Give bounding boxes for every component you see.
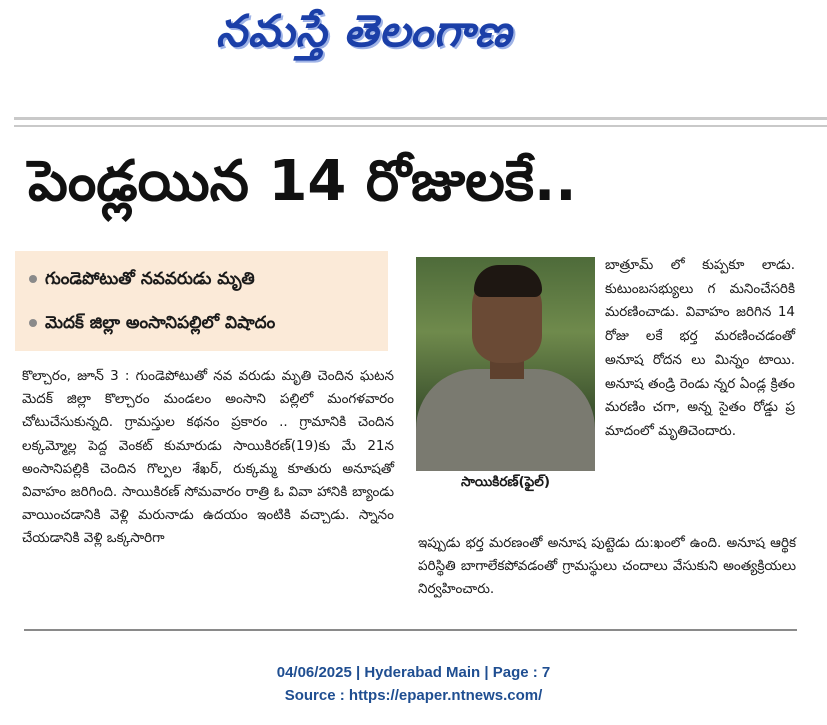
- body-paragraph: ఇప్పుడు భర్త మరణంతో అనూష పుట్టెడు దు:ఖంలో ఉంది. అనూష ఆర్థిక పరిస్థితి బాగాలేకపోవడంతో గ్రామస్థులు చందాలు వేసుకుని అంత్యక్రియలు నిర్వహించారు.: [418, 535, 796, 598]
- highlight-text: మెదక్‌ జిల్లా అంసానిపల్లిలో విషాదం: [45, 313, 276, 333]
- bullet-icon: [29, 319, 37, 327]
- bullet-icon: [29, 275, 37, 283]
- highlight-item: [29, 269, 255, 293]
- body-paragraph: కొల్చారం, జూన్‌ 3 : గుండెపోటుతో నవ వరుడు మృతి చెందిన ఘటన మెదక్‌ జిల్లా కొల్చారం మండలం అంసాని పల్లిలో మంగళవారం చోటుచేసుకున్నది. గ్రామస్తుల కథనం ప్రకారం .. గ్రామానికి చెందిన లక్కమ్మోల్ల పెద్ద వెంకట్‌ కుమారుడు సాయికిరణ్‌(19)కు మే 21న అంసానిపల్లికి చెందిన గొల్పల శేఖర్‌, రుక్కమ్మ కూతురు అనూషతో వివాహం జరిగింది. సాయికిరణ్‌ సోమవారం రాత్రి ఓ వివా హానికి బ్యాండు వాయించడానికి వెళ్లి మరునాడు ఉదయం ఇంటికి వచ్చాడు. స్నానం చేయడానికి వెళ్లి ఒక్కసారిగా: [22, 368, 394, 547]
- masthead-title: నమస్తే తెలంగాణ: [216, 6, 513, 57]
- article-body-wide: [418, 532, 796, 602]
- article-body-right: [605, 254, 795, 444]
- top-rule-thin: [14, 125, 827, 127]
- highlights-box: [15, 251, 388, 351]
- highlight-text: గుండెపోటుతో నవవరుడు మృతి: [45, 269, 255, 289]
- highlight-item: [29, 313, 275, 337]
- article-headline: పెండ్లయిన 14 రోజులకే..: [28, 149, 577, 214]
- person-photo: [416, 257, 595, 471]
- footer-rule: [24, 629, 797, 631]
- masthead: [0, 0, 827, 84]
- footer-date-edition: 04/06/2025 | Hyderabad Main | Page : 7: [276, 664, 551, 681]
- photo-caption: సాయికిరణ్‌(ఫైల్‌): [461, 474, 550, 490]
- footer-source: Source : https://epaper.ntnews.com/: [284, 687, 543, 704]
- body-paragraph: బాత్రూమ్‌ లో కుప్పకూ లాడు. కుటుంబసభ్యులు గ మనించేసరికి మరణించాడు. వివాహం జరిగిన 14 రోజు లకే భర్త మరణించడంతో అనూష రోదన లు మిన్నం టాయి. అనూష తండ్రి రెండు న్నర ఏండ్ల క్రితం మరణిం చగా, అన్న సైతం రోడ్డు ప్ర మాదంలో మృతిచెందారు.: [605, 257, 795, 439]
- article-body-left: [22, 365, 394, 551]
- top-rule: [14, 117, 827, 120]
